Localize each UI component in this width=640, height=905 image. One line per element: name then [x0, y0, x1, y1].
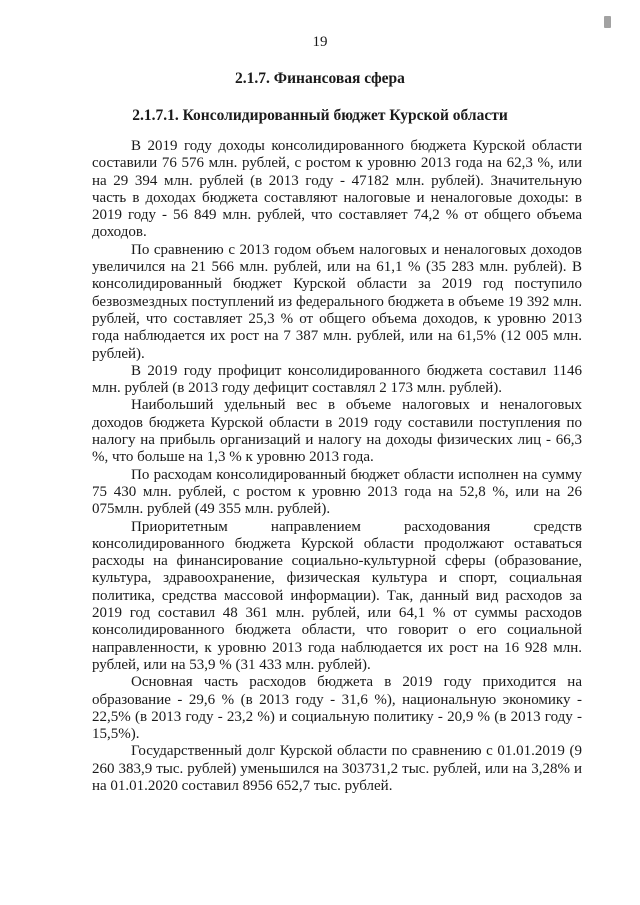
paragraph-revenue: В 2019 году доходы консолидированного бюджета Курской области составили 76 576 млн. рублей, с ростом к уровню 2013 года на 62,3 %, или на 29 394 млн. рублей (в 2013 году - 47182 млн. рублей). Значительную часть в доходах бюджета составляют налоговые и неналоговые доходы: в 2019 году - 56 849 млн. рублей, что составляет 74,2 % от общего объема доходов. — [92, 138, 582, 241]
page-number: 19 — [312, 34, 328, 50]
paragraph-social-spending: Приоритетным направлением расходования средств консолидированного бюджета Курской области продолжают оставаться расходы на финансирование социально-культурной сферы (образование, культура, здравоохранение, физическая культура и спорт, социальная политика, средства массовой информации). Так, данный вид расходов за 2019 год составил 48 361 млн. рублей, или 64,1 % от суммы расходов консолидированного бюджета области, что говорит о его социальной направленности, к уровню 2013 года наблюдается их рост на 16 928 млн. рублей, или на 53,9 % (31 433 млн. рублей). — [92, 518, 582, 673]
paragraph-expenditure-structure: Основная часть расходов бюджета в 2019 году приходится на образование - 29,6 % (в 2013 году - 31,6 %), национальную экономику - 22,5% (в 2013 году - 23,2 %) и социальную политику - 20,9 % (в 2013 году - 15,5%). — [92, 674, 582, 743]
section-title: 2.1.7. Финансовая сфера — [235, 70, 405, 87]
subsection-title: 2.1.7.1. Консолидированный бюджет Курской области — [132, 107, 508, 124]
paragraph-tax-share: Наибольший удельный вес в объеме налоговых и неналоговых доходов бюджета Курской области в 2019 году составили поступления по налогу на прибыль организаций и налогу на доходы физических лиц - 66,3 %, что больше на 1,3 % к уровню 2013 года. — [92, 397, 582, 466]
scan-mark — [604, 16, 611, 28]
paragraph-tax-revenue-growth: По сравнению с 2013 годом объем налоговых и неналоговых доходов увеличился на 21 566 млн. рублей, или на 61,1 % (35 283 млн. рублей). В консолидированный бюджет Курской области за 2019 год поступило безвозмездных поступлений из федерального бюджета в объеме 19 392 млн. рублей, что составляет 25,3 % от общего объема доходов, к уровню 2013 года наблюдается их рост на 7 387 млн. рублей, или на 61,5% (12 005 млн. рублей). — [92, 241, 582, 362]
paragraph-public-debt: Государственный долг Курской области по сравнению с 01.01.2019 (9 260 383,9 тыс. рублей) уменьшился на 303731,2 тыс. рублей, или на 3,28% и на 01.01.2020 составил 8956 652,7 тыс. рублей. — [92, 743, 582, 794]
paragraph-surplus: В 2019 году профицит консолидированного бюджета составил 1146 млн. рублей (в 2013 году дефицит составлял 2 173 млн. рублей). — [92, 362, 582, 397]
paragraph-expenditures: По расходам консолидированный бюджет области исполнен на сумму 75 430 млн. рублей, с ростом к уровню 2013 года на 52,8 %, или на 26 075млн. рублей (49 355 млн. рублей). — [92, 466, 582, 518]
body-text — [92, 138, 582, 795]
